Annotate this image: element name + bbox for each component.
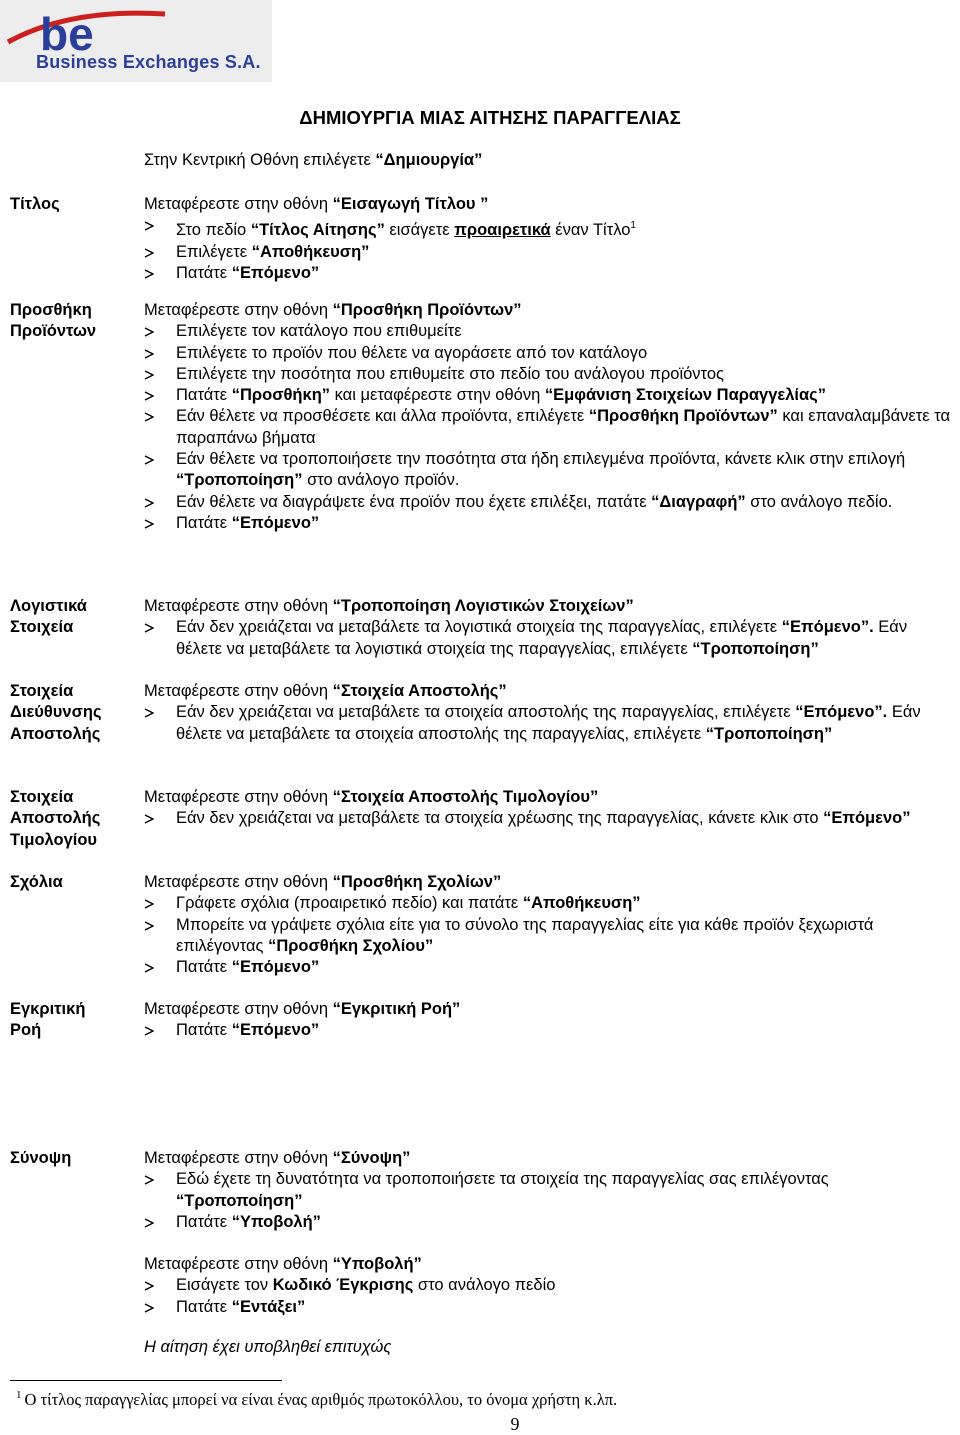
arrow-bullet-icon xyxy=(144,327,154,337)
footnote: $^1$ Ο τίτλος παραγγελίας μπορεί να είναι ένας αριθμός πρωτοκόλλου, το όνομα χρήστη κ.λπ. xyxy=(16,1389,618,1409)
section-heading: Μεταφέρεστε στην οθόνη “Τροποποίηση Λογιστικών Στοιχείων” xyxy=(144,597,634,615)
section-products-body xyxy=(144,300,956,534)
list-item: Εισάγετε τον Κωδικό Έγκρισης στο ανάλογο πεδίο xyxy=(144,1275,956,1296)
section-heading: Μεταφέρεστε στην οθόνη “Στοιχεία Αποστολής” xyxy=(144,682,507,700)
arrow-bullet-icon xyxy=(144,248,154,258)
list-item: Μπορείτε να γράψετε σχόλια είτε για το σύνολο της παραγγελίας είτε για κάθε προϊόν ξεχωριστά επιλέγοντας “Προσθήκη Σχολίου” xyxy=(144,915,956,958)
list-item: Επιλέγετε “Αποθήκευση” xyxy=(144,242,956,263)
list-item: Πατάτε “Επόμενο” xyxy=(144,263,956,284)
logo-mark: be xyxy=(40,8,94,60)
document-title: ΔΗΜΙΟΥΡΓΙΑ ΜΙΑΣ ΑΙΤΗΣΗΣ ΠΑΡΑΓΓΕΛΙΑΣ xyxy=(299,107,681,128)
arrow-bullet-icon xyxy=(144,412,154,422)
arrow-bullet-icon xyxy=(144,708,154,718)
section-invoice-body xyxy=(144,787,956,830)
arrow-bullet-icon xyxy=(144,1303,154,1313)
section-submit-body xyxy=(144,1254,956,1318)
arrow-bullet-icon xyxy=(144,519,154,529)
arrow-bullet-icon xyxy=(144,370,154,380)
section-heading: Μεταφέρεστε στην οθόνη “Εγκριτική Ροή” xyxy=(144,1000,461,1018)
section-accounting-body xyxy=(144,596,956,660)
section-label-accounting: Λογιστικά Στοιχεία xyxy=(10,597,87,637)
footnote-ref: 1 xyxy=(630,220,636,232)
section-heading: Μεταφέρεστε στην οθόνη “Εισαγωγή Τίτλου ” xyxy=(144,195,489,213)
section-label-approval: Εγκριτική Ροή xyxy=(10,1000,86,1040)
list-item: Εάν θέλετε να προσθέσετε και άλλα προϊόντα, επιλέγετε “Προσθήκη Προϊόντων” και επαναλαμβάνετε τα παραπάνω βήματα xyxy=(144,406,956,449)
list-item: Πατάτε “Υποβολή” xyxy=(144,1212,956,1233)
section-label-shipping: Στοιχεία Διεύθυνσης Αποστολής xyxy=(10,682,102,743)
section-label-invoice: Στοιχεία Αποστολής Τιμολογίου xyxy=(10,788,101,849)
arrow-bullet-icon xyxy=(144,349,154,359)
arrow-bullet-icon xyxy=(144,899,154,909)
list-item: Εάν θέλετε να τροποποιήσετε την ποσότητα στα ήδη επιλεγμένα προϊόντα, κάνετε κλικ στην επιλογή “Τροποποίηση” στο ανάλογο προϊόν. xyxy=(144,449,956,492)
intro-line: Στην Κεντρική Οθόνη επιλέγετε “Δημιουργία” xyxy=(144,151,483,169)
list-item: Εάν δεν χρειάζεται να μεταβάλετε τα στοιχεία χρέωσης της παραγγελίας, κάνετε κλικ στο “Επόμενο” xyxy=(144,808,956,829)
list-item: Στο πεδίο “Τίτλος Αίτησης” εισάγετε προαιρετικά έναν Τίτλο$^1$ xyxy=(144,215,956,241)
arrow-bullet-icon xyxy=(144,1281,154,1291)
logo-company-name: Business Exchanges S.A. xyxy=(36,52,261,72)
list-item: Γράφετε σχόλια (προαιρετικό πεδίο) και πατάτε “Αποθήκευση” xyxy=(144,893,956,914)
list-item: Πατάτε “Επόμενο” xyxy=(144,513,956,534)
page-number: 9 xyxy=(510,1414,520,1434)
arrow-bullet-icon xyxy=(144,221,154,231)
section-summary-body xyxy=(144,1148,956,1233)
arrow-bullet-icon xyxy=(144,1218,154,1228)
section-shipping-body xyxy=(144,681,956,745)
list-item: Πατάτε “Προσθήκη” και μεταφέρεστε στην οθόνη “Εμφάνιση Στοιχείων Παραγγελίας” xyxy=(144,385,956,406)
list-item: Πατάτε “Επόμενο” xyxy=(144,1020,956,1041)
list-item: Επιλέγετε τον κατάλογο που επιθυμείτε xyxy=(144,321,956,342)
list-item: Εάν δεν χρειάζεται να μεταβάλετε τα λογιστικά στοιχεία της παραγγελίας, επιλέγετε “Επόμενο”. Εάν θέλετε να μεταβάλετε τα λογιστικά στοιχεία της παραγγελίας, επιλέγετε “Τροποποίηση” xyxy=(144,617,956,660)
section-heading: Μεταφέρεστε στην οθόνη “Στοιχεία Αποστολής Τιμολογίου” xyxy=(144,788,599,806)
section-label-comments: Σχόλια xyxy=(10,873,63,891)
list-item: Εάν δεν χρειάζεται να μεταβάλετε τα στοιχεία αποστολής της παραγγελίας, επιλέγετε “Επόμενο”. Εάν θέλετε να μεταβάλετε τα στοιχεία αποστολής της παραγγελίας, επιλέγετε “Τροποποίηση” xyxy=(144,702,956,745)
arrow-bullet-icon xyxy=(144,455,154,465)
list-item: Εδώ έχετε τη δυνατότητα να τροποποιήσετε τα στοιχεία της παραγγελίας σας επιλέγοντας “Τροποποίηση” xyxy=(144,1169,956,1212)
section-label-products: Προσθήκη Προϊόντων xyxy=(10,301,97,341)
footnote-divider xyxy=(10,1380,282,1381)
section-title-body xyxy=(144,194,956,284)
section-approval-body xyxy=(144,999,956,1042)
list-item: Πατάτε “Επόμενο” xyxy=(144,957,956,978)
list-item: Επιλέγετε την ποσότητα που επιθυμείτε στο πεδίο του ανάλογου προϊόντος xyxy=(144,364,956,385)
section-heading: Μεταφέρεστε στην οθόνη “Προσθήκη Προϊόντων” xyxy=(144,301,522,319)
section-heading: Μεταφέρεστε στην οθόνη “Σύνοψη” xyxy=(144,1149,411,1167)
arrow-bullet-icon xyxy=(144,269,154,279)
company-logo xyxy=(0,0,272,82)
arrow-bullet-icon xyxy=(144,963,154,973)
arrow-bullet-icon xyxy=(144,1175,154,1185)
arrow-bullet-icon xyxy=(144,498,154,508)
section-comments-body xyxy=(144,872,956,978)
arrow-bullet-icon xyxy=(144,391,154,401)
list-item: Εάν θέλετε να διαγράψετε ένα προϊόν που έχετε επιλέξει, πατάτε “Διαγραφή” στο ανάλογο πεδίο. xyxy=(144,492,956,513)
arrow-bullet-icon xyxy=(144,814,154,824)
arrow-bullet-icon xyxy=(144,623,154,633)
list-item: Πατάτε “Εντάξει” xyxy=(144,1297,956,1318)
section-label-summary: Σύνοψη xyxy=(10,1149,72,1167)
section-heading: Μεταφέρεστε στην οθόνη “Προσθήκη Σχολίων” xyxy=(144,873,502,891)
arrow-bullet-icon xyxy=(144,1026,154,1036)
list-item: Επιλέγετε το προϊόν που θέλετε να αγοράσετε από τον κατάλογο xyxy=(144,343,956,364)
section-label-title: Τίτλος xyxy=(10,195,60,213)
success-message: Η αίτηση έχει υποβληθεί επιτυχώς xyxy=(144,1338,392,1356)
arrow-bullet-icon xyxy=(144,921,154,931)
section-heading: Μεταφέρεστε στην οθόνη “Υποβολή” xyxy=(144,1255,422,1273)
